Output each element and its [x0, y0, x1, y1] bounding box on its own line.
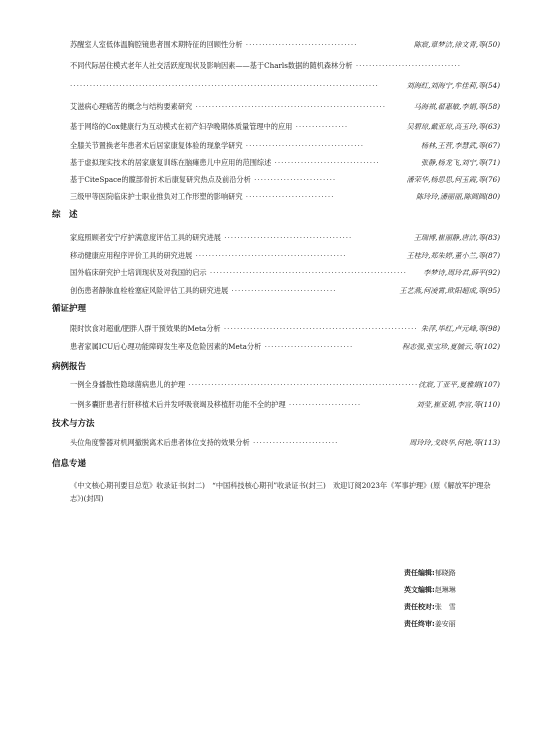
staff-editor: 责任编辑:郁晓路 — [404, 569, 456, 577]
toc-entry-authors: 马海祺,翟惠敏,李娟,等(58) — [413, 102, 500, 111]
toc-entry[interactable]: 限时饮食对超重/肥胖人群干预效果的Meta分析 ··························································· — [70, 324, 418, 333]
toc-entry[interactable]: 不同代际居住模式老年人社交活跃度现状及影响因素——基于Charls数据的随机森林分析 ································ — [70, 61, 461, 70]
toc-entry-authors: 陈宸,章梦洁,徐文青,等(50) — [413, 40, 500, 49]
toc-entry[interactable]: 国外临床研究护士培训现状及对我国的启示 ···························································· — [70, 268, 407, 277]
toc-entry[interactable]: 基于网络的Cox健康行为互动模式在初产妇孕晚期体质量管理中的应用 ················ — [70, 122, 349, 131]
toc-entry-authors: 王瑞博,崔丽静,唐洁,等(83) — [413, 233, 500, 242]
toc-entry-cont: ······························································································ — [70, 81, 379, 90]
section-heading-ebn: 循证护理 — [52, 304, 87, 314]
toc-entry-authors: 李梦诗,周玲君,薛平(92) — [423, 268, 500, 277]
toc-entry-authors: 周玲玲,戈晓华,何艳,等(113) — [409, 438, 500, 447]
toc-entry-authors: 刘海红,刘海宁,牟佳莉,等(54) — [406, 81, 500, 90]
toc-entry-authors: 沈宸,丁亚平,夏雅娟(107) — [418, 380, 500, 389]
toc-entry-authors: 朱萍,毕红,卢元峰,等(98) — [420, 324, 500, 333]
toc-entry-authors: 潘荣华,杨思思,何玉霞,等(76) — [406, 175, 500, 184]
toc-entry[interactable]: 家庭照顾者安宁疗护满意度评估工具的研究进展 ······································· — [70, 233, 353, 242]
toc-entry[interactable]: 移动健康应用程序评价工具的研究进展 ·············································· — [70, 251, 347, 260]
toc-entry[interactable]: 苏醒室人室低体温胸腔镜患者围术期特征的回顾性分析 ·································· — [70, 40, 358, 49]
toc-entry[interactable]: 艾滋病心理痛苦的概念与结构要素研究 ·························································· — [70, 102, 387, 111]
toc-entry[interactable]: 一例多囊肝患者行肝移植术后并发呼吸衰竭及移植肝功能不全的护理 ······················ — [70, 400, 362, 409]
toc-entry[interactable]: 一例全身播散性隐球菌病患儿的护理 ······································································· — [70, 380, 422, 389]
toc-entry[interactable]: 基于CiteSpace的髋部骨折术后康复研究热点及前沿分析 ························· — [70, 175, 337, 184]
toc-entry-authors: 王桂玲,郑朱婷,董小兰,等(87) — [406, 251, 500, 260]
toc-entry[interactable]: 全膝关节置换老年患者术后居家康复体验的现象学研究 ···································· — [70, 141, 365, 150]
toc-entry-authors: 吴碧琼,戴亚琼,高玉玲,等(63) — [406, 122, 500, 131]
toc-entry[interactable]: 创伤患者静脉血栓栓塞症风险评估工具的研究进展 ································ — [70, 286, 337, 295]
toc-entry-authors: 杨林,王营,李慧武,等(67) — [420, 141, 500, 150]
toc-entry-authors: 程志强,张宝珍,夏毓云,等(102) — [401, 342, 500, 351]
section-heading-case: 病例报告 — [52, 362, 87, 372]
toc-entry-authors: 刘莹,崔亚娟,李宫,等(110) — [416, 400, 500, 409]
staff-proofreader: 责任校对:张 雪 — [404, 603, 456, 611]
toc-entry[interactable]: 患者家属ICU后心理功能障碍发生率及危险因素的Meta分析 ··························· — [70, 342, 354, 351]
toc-entry-authors: 王艺燕,何凌霄,欧阳超成,等(95) — [399, 286, 500, 295]
toc-entry-authors: 张静,杨龙飞,刘宁,等(71) — [420, 158, 500, 167]
toc-entry-authors: 陈玲玲,潘丽丽,陈圆圆(80) — [415, 192, 500, 201]
section-heading-review: 综 述 — [52, 210, 78, 220]
toc-entry[interactable]: 头位角度警器对机网撤脱离术后患者体位支持的效果分析 ·························· — [70, 438, 339, 447]
staff-final-review: 责任终审:姜安丽 — [404, 620, 456, 628]
section-heading-info: 信息专递 — [52, 459, 87, 469]
staff-english-editor: 英文编辑:赵琳琳 — [404, 586, 456, 594]
info-text: 《中文核心期刊要目总览》收录证书(封二) “中国科技核心期刊”收录证书(封三) 欢迎订阅2023年《军事护理》(原《解放军护理杂志》)(封四) — [70, 481, 491, 503]
section-heading-tech: 技术与方法 — [52, 419, 95, 429]
toc-entry[interactable]: 基于虚拟现实技术的居家康复训练在脑瘫患儿中应用的范围综述 ································ — [70, 158, 380, 167]
toc-entry[interactable]: 三级甲等医院临床护士职业推负对工作形塑的影响研究 ··························· — [70, 192, 335, 201]
